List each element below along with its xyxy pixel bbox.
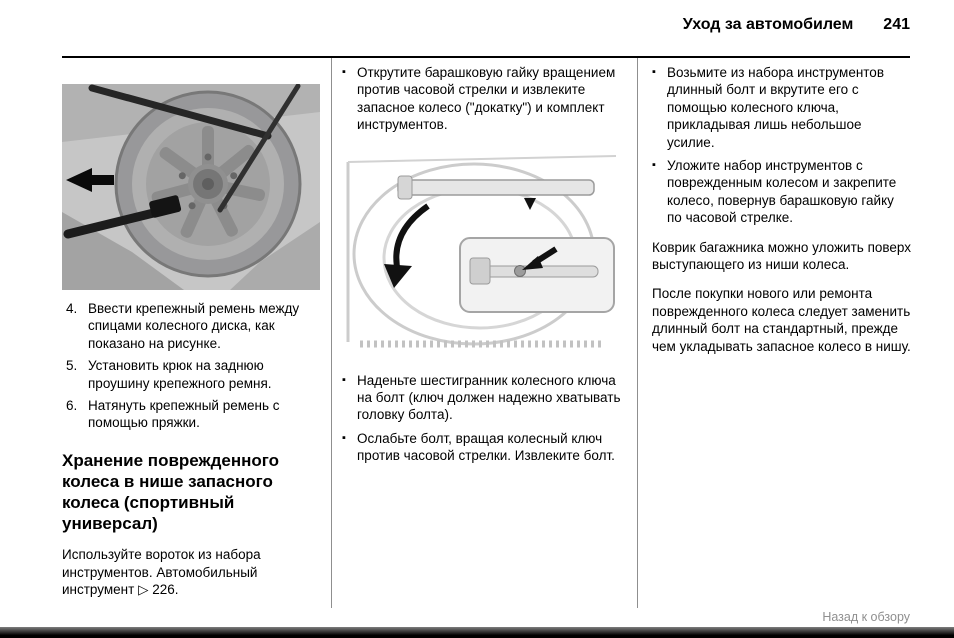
bullet-marker: ▪ bbox=[342, 66, 346, 78]
step-text: Натянуть крепежный ремень с помощью пряжки. bbox=[88, 398, 280, 431]
spare-wheel-strap-photo bbox=[62, 84, 320, 290]
column-divider-1 bbox=[331, 58, 332, 608]
back-to-overview-link[interactable]: Назад к обзору bbox=[822, 610, 910, 624]
bullet-marker: ▪ bbox=[342, 373, 346, 386]
bolt-head bbox=[515, 265, 526, 276]
bullet-marker: ▪ bbox=[652, 159, 656, 172]
list-item bbox=[342, 372, 622, 424]
body-paragraph: После покупки нового или ремонта поврежденного колеса следует заменить длинный болт на стандартный, прежде чем укладывать запасное колесо в нишу. bbox=[652, 286, 911, 354]
list-item bbox=[66, 397, 320, 432]
body-paragraph: Коврик багажника можно уложить поверх выступающего из ниши колеса. bbox=[652, 239, 912, 273]
bullet-marker: ▪ bbox=[652, 66, 656, 78]
bottom-bar bbox=[0, 627, 954, 638]
bullet-list bbox=[342, 372, 622, 465]
retaining-rod bbox=[398, 180, 594, 195]
wheel-niche-drawing bbox=[342, 146, 622, 358]
spare-wheel-photo-illustration bbox=[62, 84, 320, 290]
step-text: Ввести крепежный ремень между спицами колесного диска, как показано на рисунке. bbox=[88, 301, 300, 351]
wheel-niche-illustration bbox=[342, 146, 622, 358]
inset-plate bbox=[470, 258, 490, 284]
column-1 bbox=[62, 84, 320, 598]
bullet-text: Уложите набор инструментов с поврежденным колесом и закрепите колесо, повернув барашковую гайку по часовой стрелке. bbox=[667, 158, 897, 226]
step-number: 6. bbox=[66, 398, 78, 414]
step-number: 4. bbox=[66, 301, 78, 316]
bullet-text: Возьмите из набора инструментов длинный болт и вкрутите его с помощью колесного ключа, прикладывая лишь небольшое усилие. bbox=[667, 65, 884, 150]
body-paragraph: Используйте вороток из набора инструментов. Автомобильный инструмент ▷ 226. bbox=[62, 547, 261, 597]
page-number: 241 bbox=[883, 16, 910, 33]
list-item bbox=[342, 430, 622, 465]
header-rule bbox=[62, 56, 910, 58]
bullet-marker: ▪ bbox=[342, 431, 346, 444]
section-heading: Хранение поврежденного колеса в нише запасного колеса (спортивный универсал) bbox=[62, 450, 279, 534]
step-number: 5. bbox=[66, 358, 78, 374]
bullet-list bbox=[652, 64, 912, 227]
list-item bbox=[66, 357, 320, 392]
numbered-steps bbox=[62, 300, 320, 432]
list-item bbox=[652, 64, 912, 151]
list-item bbox=[342, 64, 622, 134]
column-2 bbox=[342, 64, 622, 471]
bullet-list bbox=[342, 64, 622, 134]
column-3 bbox=[652, 64, 912, 355]
column-divider-2 bbox=[637, 58, 638, 608]
rod-end-cap bbox=[398, 176, 412, 199]
bullet-text: Открутите барашковую гайку вращением против часовой стрелки и извлеките запасное колесо ("докатку") и комплект инструментов. bbox=[357, 65, 616, 133]
page-title: Уход за автомобилем bbox=[682, 16, 854, 33]
list-item bbox=[66, 300, 320, 352]
bullet-text: Наденьте шестигранник колесного ключа на болт (ключ должен надежно хватывать головку болта). bbox=[357, 372, 621, 423]
bullet-text: Ослабьте болт, вращая колесный ключ против часовой стрелки. Извлеките болт. bbox=[357, 430, 615, 464]
step-text: Установить крюк на заднюю проушину крепежного ремня. bbox=[88, 358, 272, 391]
page-header bbox=[683, 16, 910, 34]
list-item bbox=[652, 157, 912, 227]
